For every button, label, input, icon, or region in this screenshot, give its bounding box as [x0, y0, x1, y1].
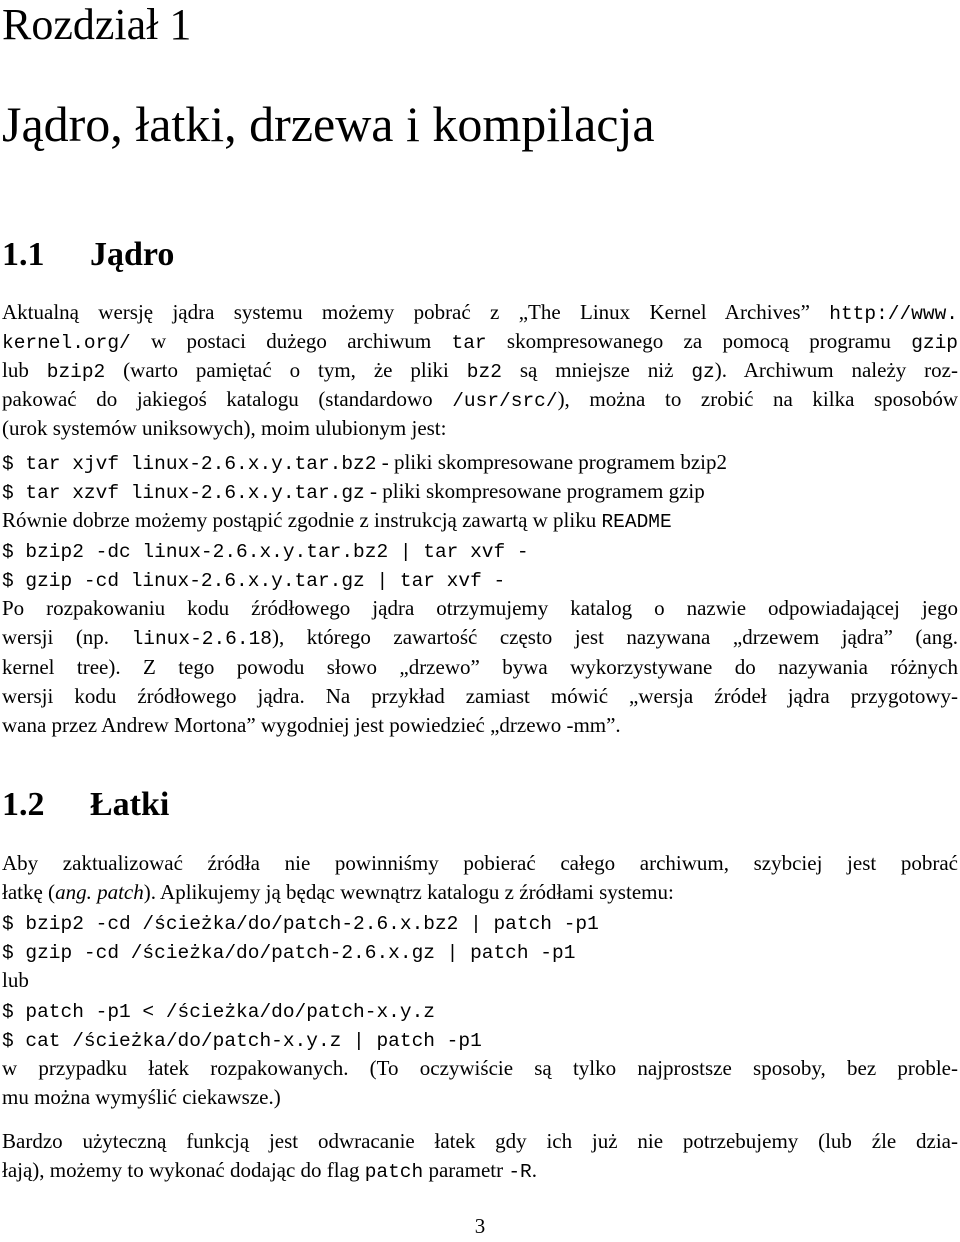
paragraph-line: (urok systemów uniksowych), moim ulubionym jest:: [2, 416, 447, 440]
inline-code: bzip2: [46, 361, 106, 383]
paragraph-line: [2, 298, 958, 328]
inline-code: tar: [451, 332, 487, 354]
command-line: [2, 477, 705, 507]
shell-command: $ gzip -cd linux-2.6.x.y.tar.gz | tar xvf -: [2, 570, 506, 592]
section-number: 1.2: [2, 786, 45, 823]
text-run: w postaci dużego archiwum: [130, 329, 452, 353]
inline-code: gzip: [911, 332, 959, 354]
paragraph-line: [2, 878, 674, 906]
text-run: - pliki skompresowane programem bzip2: [376, 450, 727, 474]
paragraph-line: w przypadku łatek rozpakowanych. (To oczywiście są tylko najprostsze sposoby, bez proble-: [2, 1056, 958, 1080]
inline-code: linux-2.6.18: [131, 628, 272, 650]
text-run: ). Archiwum należy roz-: [714, 358, 958, 382]
paragraph-line: wersji kodu źródłowego jądra. Na przykład zamiast mówić „wersja źródeł jądra przygotowy-: [2, 684, 958, 708]
text-run: lub: [2, 358, 47, 382]
command-line: [2, 1025, 482, 1055]
inline-code: README: [601, 511, 672, 533]
inline-code: /usr/src/: [452, 390, 558, 412]
shell-command: $ bzip2 -cd /ścieżka/do/patch-2.6.x.bz2 | patch -p1: [2, 913, 599, 935]
text-run: Aktualną wersję jądra systemu możemy pobrać z „The Linux Kernel Archives”: [2, 300, 830, 324]
text-run: (warto pamiętać o tym, że pliki: [105, 358, 467, 382]
paragraph-line: kernel tree). Z tego powodu słowo „drzewo” bywa wykorzystywane do nazywania różnych: [2, 655, 958, 679]
text-run: ), którego zawartość często jest nazywana „drzewem jądra” (ang.: [272, 625, 958, 649]
paragraph-line: [2, 623, 958, 653]
command-line: [2, 996, 435, 1026]
command-line: [2, 937, 575, 967]
paragraph-line: mu można wymyślić ciekawsze.): [2, 1085, 281, 1109]
url-text: kernel.org/: [2, 332, 131, 354]
text-run: skompresowanego za pomocą programu: [486, 329, 912, 353]
chapter-label: Rozdział 1: [2, 0, 192, 49]
paragraph-line: wana przez Andrew Mortona” wygodniej jest powiedzieć „drzewo -mm”.: [2, 713, 621, 737]
text-run: - pliki skompresowane programem gzip: [364, 479, 705, 503]
italic-text: ang. patch: [55, 880, 144, 904]
chapter-title: Jądro, łatki, drzewa i kompilacja: [2, 96, 655, 152]
text-run: Równie dobrze możemy postąpić zgodnie z instrukcją zawartą w pliku: [2, 508, 602, 532]
text-run: łają), możemy to wykonać dodając do flag: [2, 1158, 365, 1182]
text-run: ), można to zrobić na kilka sposobów: [557, 387, 959, 411]
section-title: Łatki: [90, 786, 170, 823]
text-run: łatkę (: [2, 880, 56, 904]
command-line: [2, 536, 529, 566]
paragraph-line: [2, 327, 958, 357]
section-heading-1: [2, 235, 174, 275]
section-number: 1.1: [2, 236, 45, 273]
paragraph-line: lub: [2, 968, 29, 992]
paragraph-line: Po rozpakowaniu kodu źródłowego jądra otrzymujemy katalog o nazwie odpowiadającej jego: [2, 596, 958, 620]
text-run: pakować do jakiegoś katalogu (standardowo: [2, 387, 453, 411]
text-run: .: [531, 1158, 537, 1182]
text-run: ). Aplikujemy ją będąc wewnątrz katalogu z źródłami systemu:: [143, 880, 674, 904]
shell-command: $ cat /ścieżka/do/patch-x.y.z | patch -p1: [2, 1030, 482, 1052]
text-run: są mniejsze niż: [501, 358, 692, 382]
inline-code: gz: [691, 361, 715, 383]
text-run: parametr: [423, 1158, 509, 1182]
paragraph-line: [2, 1156, 537, 1186]
url-text: http://www.: [829, 303, 958, 325]
inline-code: bz2: [466, 361, 502, 383]
shell-command: $ tar xzvf linux-2.6.x.y.tar.gz: [2, 482, 365, 504]
section-title: Jądro: [90, 236, 175, 273]
paragraph-line: [2, 356, 958, 386]
inline-code: patch: [364, 1161, 424, 1183]
paragraph-line: Aby zaktualizować źródła nie powinniśmy pobierać całego archiwum, szybciej jest pobrać: [2, 851, 958, 875]
shell-command: $ patch -p1 < /ścieżka/do/patch-x.y.z: [2, 1001, 435, 1023]
paragraph-line: Bardzo użyteczną funkcją jest odwracanie łatek gdy ich już nie potrzebujemy (lub źle dzia-: [2, 1129, 958, 1153]
paragraph-line: [2, 385, 958, 415]
shell-command: $ tar xjvf linux-2.6.x.y.tar.bz2: [2, 453, 377, 475]
shell-command: $ bzip2 -dc linux-2.6.x.y.tar.bz2 | tar xvf -: [2, 541, 529, 563]
inline-code: -R: [508, 1161, 532, 1183]
shell-command: $ gzip -cd /ścieżka/do/patch-2.6.x.gz | patch -p1: [2, 942, 576, 964]
paragraph-line: [2, 506, 672, 536]
section-heading-2: [2, 785, 169, 825]
command-line: [2, 448, 727, 478]
command-line: [2, 565, 505, 595]
command-line: [2, 908, 599, 938]
page-number: 3: [474, 1214, 486, 1238]
text-run: wersji (np.: [2, 625, 132, 649]
